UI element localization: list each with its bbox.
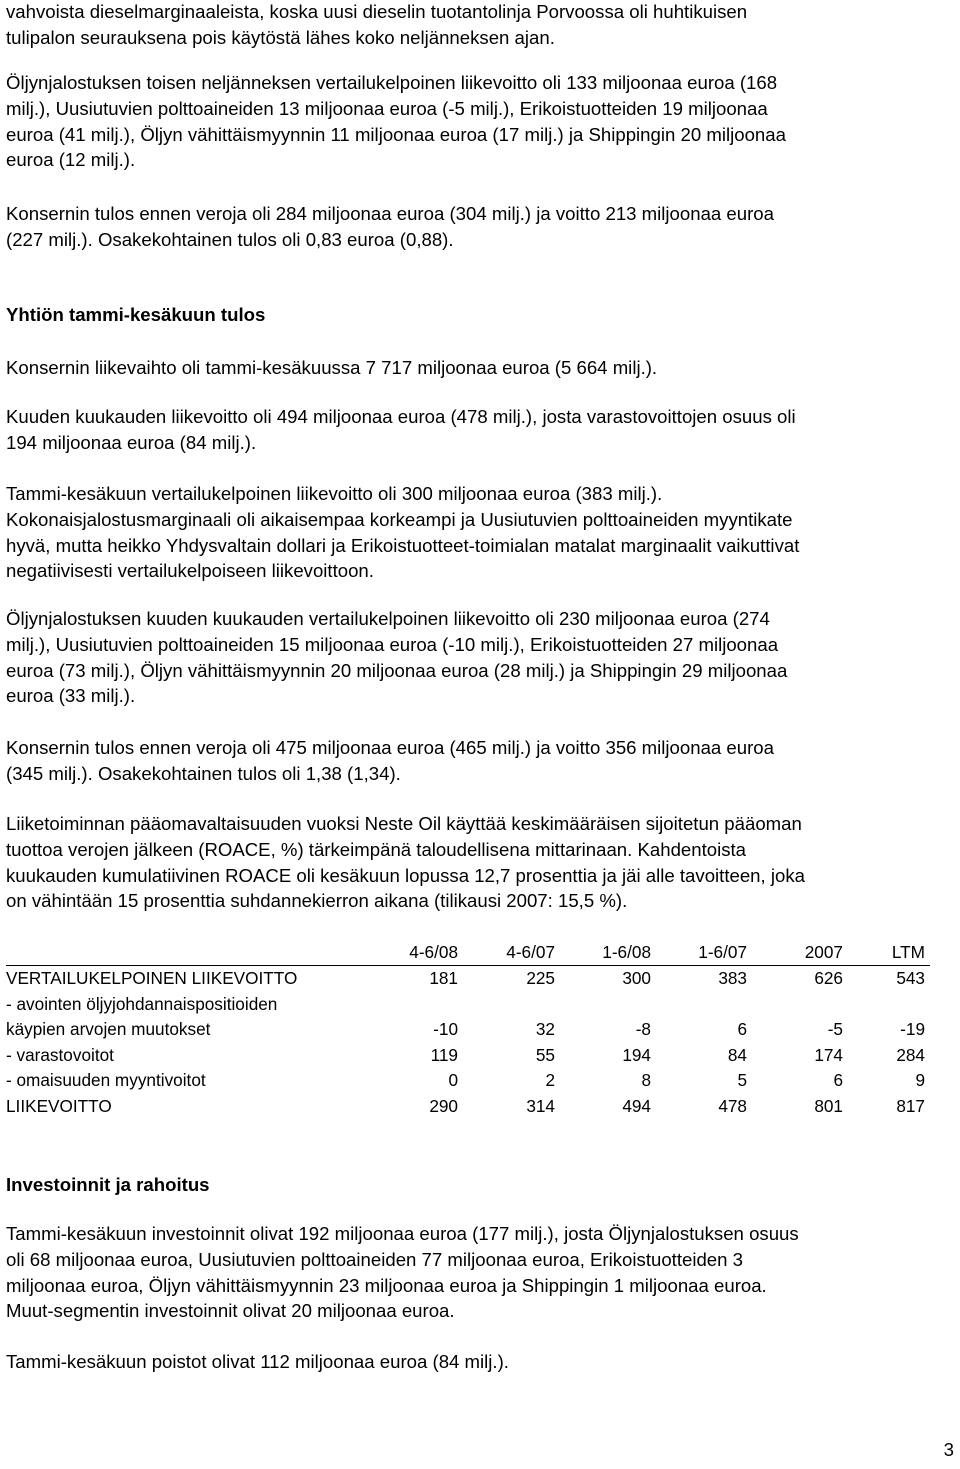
table-cell: 6	[737, 1019, 747, 1039]
section-heading-investments: Investoinnit ja rahoitus	[6, 1174, 210, 1195]
table-cell: 5	[737, 1070, 747, 1090]
table-cell: 6	[833, 1070, 843, 1090]
paragraph-investments: Tammi-kesäkuun investoinnit olivat 192 miljoonaa euroa (177 milj.), josta Öljynjalostuksen osuus oli 68 miljoonaa euroa, Uusiutuvien polttoaineiden 77 miljoonaa euroa, Erikoistuotteiden 3 miljoonaa euroa, Öljyn vähittäismyynnin 23 miljoonaa euroa ja Shippingin 1 miljoonaa euroa. Muut-segmentin investoinnit olivat 20 miljoonaa euroa.	[6, 1223, 799, 1322]
table-cell: 314	[526, 1095, 555, 1116]
column-header: 1-6/08	[602, 942, 651, 962]
paragraph-revenue: Konsernin liikevaihto oli tammi-kesäkuussa 7 717 miljoonaa euroa (5 664 milj.).	[6, 357, 658, 378]
table-cell: 494	[622, 1095, 651, 1116]
table-cell: 2	[545, 1070, 555, 1090]
row-label: - varastovoitot	[6, 1044, 114, 1065]
table-cell: -10	[433, 1019, 458, 1039]
paragraph-q2-segment-results: Öljynjalostuksen toisen neljänneksen vertailukelpoinen liikevoitto oli 133 miljoonaa euroa (168 milj.), Uusiutuvien polttoaineiden 13 miljoonaa euroa (-5 milj.), Erikoistuotteiden 19 miljoonaa euroa (41 milj.), Öljyn vähittäismyynnin 11 miljoonaa euroa (17 milj.) ja Shippingin 20 miljoonaa euroa (12 milj.).	[6, 72, 786, 171]
table-cell: 801	[814, 1095, 843, 1116]
table-cell: -8	[635, 1019, 651, 1039]
table-cell: 626	[814, 968, 843, 988]
table-cell: 817	[896, 1095, 925, 1116]
table-cell: 119	[430, 1044, 458, 1065]
table-row	[6, 1068, 926, 1094]
table-cell: -19	[900, 1019, 925, 1039]
table-row	[6, 966, 926, 992]
table-cell: 290	[429, 1095, 458, 1116]
paragraph-roace: Liiketoiminnan pääomavaltaisuuden vuoksi Neste Oil käyttää keskimääräisen sijoitetun pääoman tuottoa verojen jälkeen (ROACE, %) tärkeimpänä taloudellisena mittarinaan. Kahdentoista kuukauden kumulatiivinen ROACE oli kesäkuun lopussa 12,7 prosenttia ja jäi alle tavoitteen, joka on vähintään 15 prosenttia suhdannekierron aikana (tilikausi 2007: 15,5 %).	[6, 813, 805, 912]
paragraph-depreciation: Tammi-kesäkuun poistot olivat 112 miljoonaa euroa (84 milj.).	[6, 1351, 509, 1372]
table-cell: 84	[727, 1044, 747, 1065]
table-cell: 300	[622, 968, 651, 988]
column-header: 2007	[804, 942, 843, 962]
column-header: LTM	[891, 942, 925, 962]
operating-profit-table	[6, 940, 926, 1119]
row-label: VERTAILUKELPOINEN LIIKEVOITTO	[6, 968, 298, 988]
table-cell: 0	[448, 1070, 458, 1090]
paragraph-comparable-profit: Tammi-kesäkuun vertailukelpoinen liikevoitto oli 300 miljoonaa euroa (383 milj.). Kokonaisjalostusmarginaali oli aikaisempaa korkeampi ja Uusiutuvien polttoaineiden myyntikate hyvä, mutta heikko Yhdysvaltain dollari ja Erikoistuotteet-toimialan matalat marginaalit vaikuttivat negatiivisesti vertailukelpoiseen liikevoittoon.	[6, 483, 800, 582]
table-row	[6, 1043, 926, 1069]
table-row	[6, 992, 926, 1043]
table-cell: 194	[622, 1044, 651, 1065]
table-cell: 32	[535, 1019, 555, 1039]
table-row	[6, 1094, 926, 1120]
row-label: - omaisuuden myyntivoitot	[6, 1070, 206, 1090]
table-cell: 383	[718, 968, 747, 988]
table-header-row	[6, 940, 926, 966]
table-cell: 9	[915, 1070, 925, 1090]
table-cell: 181	[429, 968, 458, 988]
column-header: 4-6/08	[409, 942, 458, 962]
paragraph-dieselmarginaalit: vahvoista dieselmarginaaleista, koska uusi dieselin tuotantolinja Porvoossa oli huhtikuisen tulipalon seurauksena pois käytöstä lähes koko neljänneksen ajan.	[6, 1, 748, 48]
paragraph-operating-profit: Kuuden kuukauden liikevoitto oli 494 miljoonaa euroa (478 milj.), josta varastovoittojen osuus oli 194 miljoonaa euroa (84 milj.).	[6, 406, 796, 453]
paragraph-h1-group-result: Konsernin tulos ennen veroja oli 475 miljoonaa euroa (465 milj.) ja voitto 356 miljoonaa euroa (345 milj.). Osakekohtainen tulos oli 1,38 (1,34).	[6, 737, 774, 784]
section-heading-h1-result: Yhtiön tammi-kesäkuun tulos	[6, 304, 266, 325]
table-cell: 543	[896, 968, 925, 988]
table-cell: 478	[718, 1095, 747, 1116]
table-cell: 8	[641, 1070, 651, 1090]
table-cell: 284	[896, 1044, 925, 1065]
table-cell: -5	[827, 1019, 843, 1039]
row-label: LIIKEVOITTO	[6, 1095, 112, 1116]
column-header: 4-6/07	[506, 942, 555, 962]
column-header: 1-6/07	[698, 942, 747, 962]
page-number: 3	[943, 1439, 954, 1460]
paragraph-h1-segment-results: Öljynjalostuksen kuuden kuukauden vertailukelpoinen liikevoitto oli 230 miljoonaa euroa (274 milj.), Uusiutuvien polttoaineiden 15 miljoonaa euroa (-10 milj.), Erikoistuotteiden 27 miljoonaa euroa (73 milj.), Öljyn vähittäismyynnin 20 miljoonaa euroa (28 milj.) ja Shippingin 29 miljoonaa euroa (33 milj.).	[6, 608, 788, 707]
table-cell: 225	[526, 968, 555, 988]
table-cell: 55	[535, 1044, 555, 1065]
table-cell: 174	[814, 1044, 843, 1065]
row-label: - avointen öljyjohdannaispositioiden käypien arvojen muutokset	[6, 993, 278, 1039]
paragraph-q2-group-result: Konsernin tulos ennen veroja oli 284 miljoonaa euroa (304 milj.) ja voitto 213 miljoonaa euroa (227 milj.). Osakekohtainen tulos oli 0,83 euroa (0,88).	[6, 203, 774, 250]
